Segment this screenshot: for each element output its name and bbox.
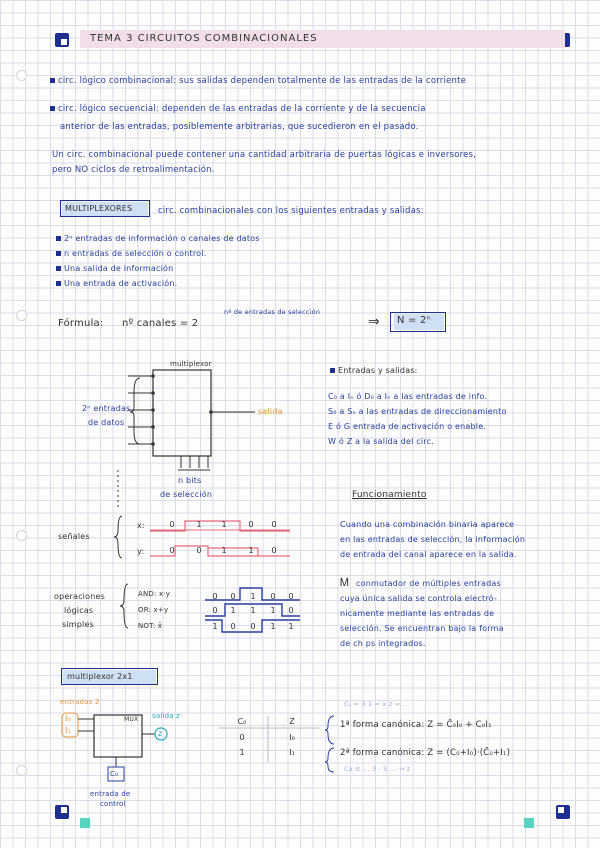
signal-y-value: 1 (248, 546, 254, 555)
funcionamiento-text: de ch ps integrados. (340, 639, 426, 648)
not-value: 1 (212, 622, 218, 631)
not-value: 1 (288, 622, 294, 631)
multiplexer-block-diagram (118, 370, 255, 508)
truth-table-cell: 1 (239, 748, 245, 757)
intro-text: circ. lógico secuencial: dependen de las entradas de la corriente y de la secuencia (58, 104, 426, 114)
section-heading-multiplexores: MULTIPLEXORES (65, 204, 133, 213)
multiplexor-box-label: multiplexor (170, 360, 212, 368)
bits-label: n bits (178, 476, 202, 485)
formula-label: Fórmula: (58, 318, 104, 329)
and-op-label: AND: x·y (138, 590, 171, 598)
or-value: 1 (250, 606, 256, 615)
output-label: salida (258, 407, 283, 416)
and-value: 0 (270, 592, 276, 601)
signal-y-label: y: (137, 547, 145, 556)
funcionamiento-lead: Ꮇ (340, 576, 349, 589)
signal-y-value: 1 (221, 546, 227, 555)
and-value: 1 (250, 592, 256, 601)
formula-result: N = 2ⁿ (397, 315, 431, 326)
or-value: 1 (270, 606, 276, 615)
intro-text: circ. lógico combinacional: sus salidas dependen totalmente de las entradas de la corriente (58, 76, 467, 86)
signal-x-value: 1 (221, 520, 227, 529)
mux21-entradas-label: entradas 2 (60, 698, 100, 706)
and-value: 0 (288, 592, 294, 601)
mux21-input-i1: I₁ (65, 726, 71, 735)
mux21-control-label: entrada de (90, 790, 131, 798)
canonical-braces (325, 716, 334, 772)
signal-x-value: 0 (169, 520, 175, 529)
not-value: 1 (270, 622, 276, 631)
truth-table-cell: 0 (239, 733, 245, 742)
intro-text: anterior de las entradas, posiblemente arbitrarias, que sucedieron en el pasado. (60, 122, 419, 132)
signal-x-value: 0 (271, 520, 277, 529)
section-heading-mux21: multiplexor 2x1 (67, 672, 133, 681)
funcionamiento-text: de entrada del canal aparece en la salida. (340, 550, 517, 559)
ops-label: operaciones (54, 592, 105, 601)
mux-item-text: Una salida de información (64, 264, 174, 273)
signals-label: señales (58, 532, 90, 541)
funcionamiento-text: selección. Se encuentran bajo la forma (340, 624, 504, 633)
or-value: 1 (230, 606, 236, 615)
formula-expression: nº canales = 2 (122, 318, 199, 329)
io-heading-text: Entradas y salidas: (338, 366, 418, 375)
or-op-label: OR: x+y (138, 606, 169, 614)
truth-table-cell: I₁ (289, 748, 295, 757)
mux21-control-label: control (100, 800, 126, 808)
funcionamiento-text: nicamente mediante las entradas de (340, 609, 495, 618)
mux21-salida-label: salida z (152, 712, 181, 720)
io-line: S₀ a Sₙ a las entradas de direccionamiento (328, 407, 507, 416)
truth-table-header: C₀ (237, 717, 247, 726)
mux21-tag: MUX (124, 716, 139, 723)
io-line: W ó Z a la salida del circ. (328, 437, 434, 446)
formula-exponent: nº de entradas de selección (224, 308, 321, 316)
mux-item-text: 2ⁿ entradas de información o canales de datos (64, 234, 260, 243)
canonical-note: C₀ = x̄ 1 = x z = ... (344, 700, 410, 708)
inputs-label: de datos (88, 418, 125, 427)
signal-x-label: x: (137, 521, 145, 530)
funcionamiento-text: Cuando una combinación binaria aparece (340, 520, 515, 529)
mux-subtitle: circ. combinacionales con los siguientes entradas y salidas: (158, 206, 424, 216)
and-value: 0 (230, 592, 236, 601)
intro-text: Un circ. combinacional puede contener una cantidad arbitraria de puertas lógicas e inversores, (52, 150, 477, 160)
canonical-first-form: 1ª forma canónica: Z = C̄₀I₀ + C₀I₁ (340, 720, 492, 730)
signal-y-value: 0 (196, 546, 202, 555)
io-heading (330, 366, 418, 375)
bits-label: de selección (160, 490, 213, 499)
implies-arrow-icon: ⇒ (368, 314, 380, 330)
signal-y-value: 0 (271, 546, 277, 555)
mux21-control-c0: C₀ (110, 770, 119, 778)
signal-y-value: 0 (169, 546, 175, 555)
bullet-icon (330, 368, 335, 373)
signal-x-value: 1 (196, 520, 202, 529)
mux21-input-i0: I₀ (65, 714, 71, 723)
and-value: 0 (212, 592, 218, 601)
or-value: 0 (288, 606, 294, 615)
or-value: 0 (212, 606, 218, 615)
funcionamiento-heading: Funcionamiento (352, 490, 427, 500)
not-op-label: NOT: x̄ (138, 622, 163, 630)
canonical-note: Cx ≡ ... 3 · S ... → z (344, 765, 411, 773)
funcionamiento-text: cuya única salida se controla electró- (340, 594, 497, 603)
not-value: 0 (250, 622, 256, 631)
io-line: C₀ a Iₙ ó D₀ a Iₙ a las entradas de info. (328, 392, 488, 401)
mux-item-text: Una entrada de activación. (64, 279, 178, 288)
funcionamiento-text: conmutador de múltiples entradas (356, 579, 501, 588)
mux-item-text: n entradas de selección o control. (64, 249, 207, 258)
mux21-output-z: z (158, 729, 163, 738)
truth-table-cell: I₀ (289, 733, 295, 742)
signal-x-value: 0 (248, 520, 254, 529)
inputs-label: 2ⁿ entradas (82, 404, 131, 413)
io-line: E ó G entrada de activación o enable. (328, 422, 487, 431)
canonical-second-form: 2ª forma canónica: Z = (C₀+I₀)·(C̄₀+I₁) (340, 748, 511, 758)
not-value: 0 (230, 622, 236, 631)
truth-table-header: Z (289, 717, 295, 726)
intro-text: pero NO ciclos de retroalimentación. (52, 165, 215, 175)
ops-label: simples (62, 620, 94, 629)
ops-label: lógicas (64, 606, 94, 615)
page-title: TEMA 3 CIRCUITOS COMBINACIONALES (90, 33, 318, 44)
funcionamiento-text: en las entradas de selección, la información (340, 535, 526, 544)
